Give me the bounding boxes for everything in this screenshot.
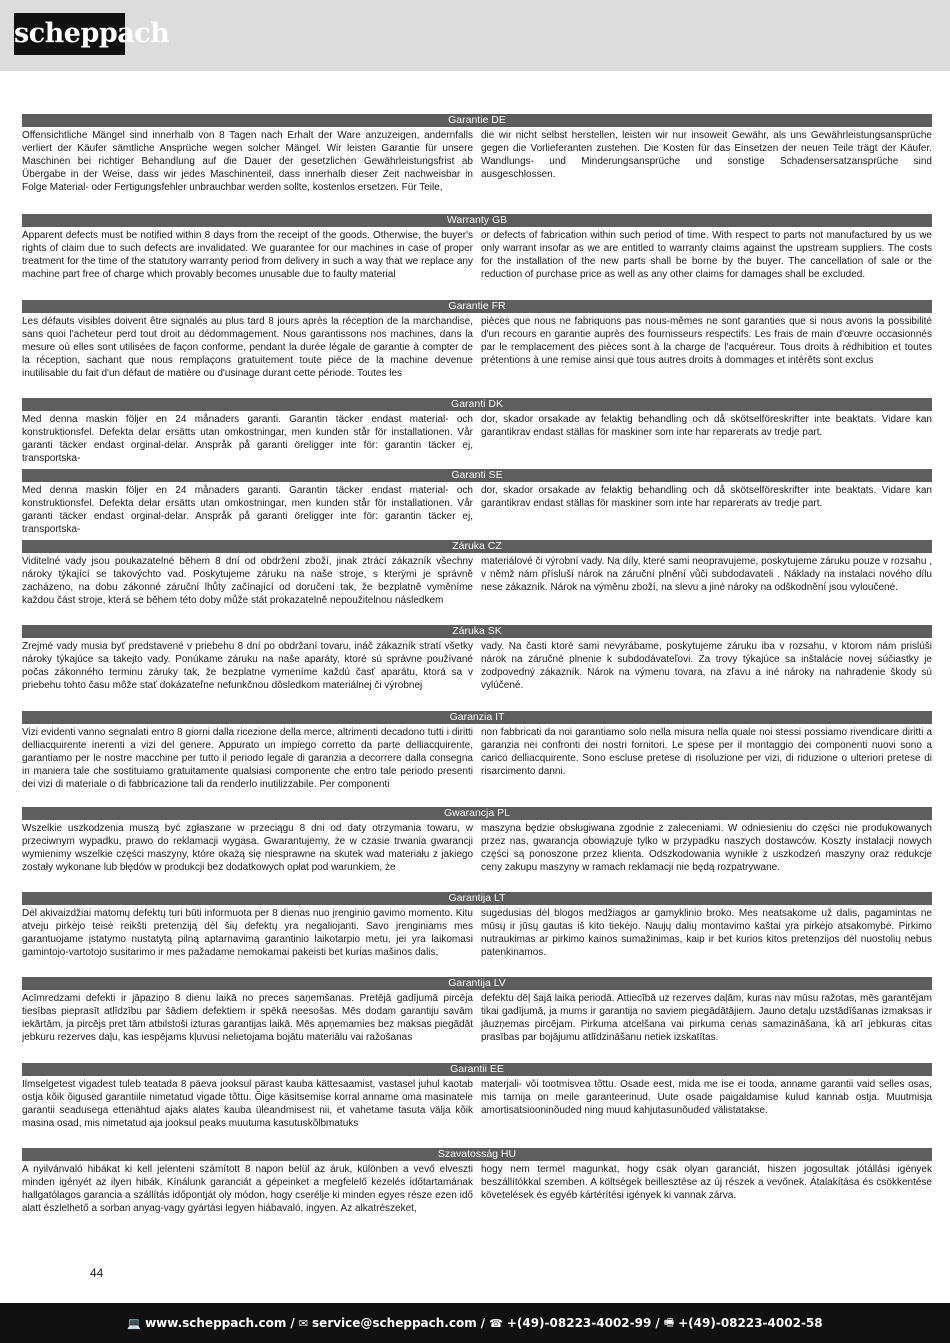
- section-header: Garanti SE: [22, 469, 932, 482]
- section-text-left: A nyilvánvaló hibákat ki kell jelenteni számított 8 napon belül az áruk, különben a vevő elveszti minden igényét az ilyen hibák. Kínálunk garanciát a gépeinket a megfelelő kezelés időtartamának hallgatólagos garancia a szállítás időpontját oly módon, hogy cserélje ki minden egyes része ezen idő alatt észlelhető a sorban anyag-vagy gyártási legyen hiábavaló, ingyen. Az alkatrészeket,: [22, 1164, 473, 1214]
- section-text-left: Med denna maskin följer en 24 månaders garanti. Garantin täcker endast material- och konstruktionsfel. Defekta delar ersätts utan omkostningar, men kunden står för installationen. Vår garanti täcker endast orginal-delar. Anspråk på garanti öreligger inte för: garantin täcker ej, transportska-: [22, 414, 473, 464]
- section-header: Garanti DK: [22, 398, 932, 411]
- section-columns: [22, 1076, 932, 1130]
- section-text-left: Vizi evidenti vanno segnalati entro 8 giorni dalla ricezione della merce, altrimenti decadono tutti i diritti delliacquirente inerenti a vizi del genere. Appurato un impiego corretto da parte delliacquirente, garantiamo per le nostre macchine per tutto il periodo legale di garanzia a decorrere dalla consegna in maniera tale che sostituiamo gratuitamente qualsiasi componente che entro tale periodo presenti dei vizi di materiale o di fabbricazione tali da renderlo inutilizzabile. Per componenti: [22, 727, 473, 790]
- footer-bar: [0, 1303, 950, 1343]
- telephone-icon: ☎: [489, 1316, 503, 1330]
- envelope-icon: ✉: [298, 1316, 309, 1330]
- footer-email[interactable]: service@scheppach.com: [312, 1316, 477, 1330]
- section-columns: [22, 127, 932, 194]
- header-bar: [0, 0, 950, 71]
- section-columns: [22, 820, 932, 874]
- warranty-section: [22, 540, 932, 625]
- footer-website[interactable]: www.scheppach.com: [145, 1316, 287, 1330]
- section-text-right: or defects of fabrication within such period of time. With respect to parts not manufactured by us we only warrant insofar as we are entitled to warranty claims against the upstream suppliers. The costs for the installation of the new parts shall be borne by the buyer. The cancellation of sale or the reduction of purchase price as well as any other claims for damages shall be excluded.: [481, 230, 932, 280]
- section-text-left: Med denna maskin följer en 24 månaders garanti. Garantin täcker endast material- och konstruktionsfel. Defekta delar ersätts utan omkostningar, men kunden står för installationen. Vår garanti täcker endast orginal-delar. Anspråk på garanti öreligger inte för: garantin täcker ej, transportska-: [22, 485, 473, 535]
- warranty-content: [22, 114, 932, 1233]
- section-columns: [22, 553, 932, 607]
- section-text-right: dor, skador orsakade av felaktig behandling och då skötselföreskrifter inte beaktats. Vidare kan garantikrav endast ställas för maskiner som inte har reparerats av tredje part.: [481, 414, 932, 438]
- section-header: Záruka CZ: [22, 540, 932, 553]
- section-header: Gwarancja PL: [22, 807, 932, 820]
- warranty-section: [22, 114, 932, 214]
- section-header: Garantie FR: [22, 300, 932, 313]
- section-text-right: die wir nicht selbst herstellen, leisten wir nur insoweit Gewähr, als uns Gewährleistungsansprüche gegen die Vorlieferanten zustehen. Die Kosten für das Einsetzen der neuen Teile trägt der Käufer. Wandlungs- und Minderungsansprüche und sonstige Schadensersatzansprüche sind ausgeschlossen.: [481, 130, 932, 180]
- section-header: Garantija LV: [22, 977, 932, 990]
- warranty-section: [22, 214, 932, 300]
- section-text-right: sugedusias dėl blogos medžiagos ar gamyklinio broko. Mes neatsakome už dalis, pagamintas ne mūsų ir jūsų gautas iš kito tiekėjo. Naujų dalių montavimo kaštai yra pirkėjo atsakomybė. Pirkimo nutraukimas ar pirkimo kainos sumažinimas, kaip ir bet kurios kitos pretenzijos dėl nuostolių nebus patenkinamos.: [481, 908, 932, 958]
- section-columns: [22, 638, 932, 692]
- warranty-section: [22, 1063, 932, 1148]
- section-text-left: Les défauts visibles doivent être signalés au plus tard 8 jours après la réception de la marchandise, sans quoi l'acheteur perd tout droit au dédommagement. Nous garantissons nos machines, dans la mesure où elles sont utilisées de façon conforme, pendant la durée légale de garantie à compter de la réception, sachant que nous remplaçons gratuitement toute pièce de la machine devenue inutilisable du fait d'un défaut de matière ou d'usinage durant cette période. Toutes les: [22, 316, 473, 379]
- warranty-section: [22, 300, 932, 398]
- warranty-section: [22, 807, 932, 892]
- warranty-section: [22, 398, 932, 469]
- section-header: Garantii EE: [22, 1063, 932, 1076]
- section-header: Warranty GB: [22, 214, 932, 227]
- footer-separator: /: [290, 1316, 295, 1330]
- footer-separator: /: [480, 1316, 486, 1330]
- footer-fax: +(49)-08223-4002-58: [678, 1316, 823, 1330]
- section-header: Záruka SK: [22, 625, 932, 638]
- section-text-left: Acīmredzami defekti ir jāpaziņo 8 dienu laikā no preces saņemšanas. Pretējā gadījumā pircēja tiesības pieprasīt atlīdzību par šādiem defektiem ir spēkā neesošas. Mēs dodam garantiju savām iekārtām, ja pircējs pret tām atbilstoši izturas garantijas laikā. Mēs apņemamies bez maksas piegādāt jebkuru rezerves daļu, kas iespējams kļuvusi nelietojama bojātu materiālu vai ražošanas: [22, 993, 473, 1043]
- computer-icon: 💻: [127, 1316, 142, 1330]
- section-text-right: pièces que nous ne fabriquons pas nous-mêmes ne sont garanties que si nous avons la possibilité d'un recours en garantie auprès des fournisseurs respectifs. Les frais de main d'œuvre occasionnés par le remplacement des pièces sont à la charge de l'acquéreur. Tous droits à rédhibition et toutes prétentions à une remise ainsi que tous autres droits à dommages et intérêts sont exclus: [481, 316, 932, 366]
- section-text-right: defektu dēļ šajā laika periodā. Attiecībā uz rezerves daļām, kuras nav mūsu ražotas, mēs garantējam tikai gadījumā, ja mums ir garantija no saviem piegādātājiem. Jauno detaļu uzstādīšanas izmaksas ir jāuzņemas pircējam. Pirkuma atcelšana vai pirkuma cenas samazināšana, kā arī jebkuras citas prasības par bojājumu atlīdzināšanu netiek izskatītas.: [481, 993, 932, 1043]
- section-text-right: non fabbricati da noi garantiamo solo nella misura nella quale noi stessi possiamo rivendicare diritti a garanzia nei confronti dei nostri fornitori. Le spese per il montaggio dei componenti nuovi sono a carico delliacquirente. Sono escluse pretese di risoluzione per vizi, di riduzione o ulteriori pretese di risarcimento danni.: [481, 727, 932, 777]
- section-columns: [22, 905, 932, 959]
- section-text-left: Ilmselgetest vigadest tuleb teatada 8 päeva jooksul pärast kauba kättesaamist, vastasel juhul kaotab ostja kõik õigused garantiile nimetatud vigade tõttu. Õige käsitsemise korral anname oma masinatele garantii seadusega ettenähtud ajaks alates kauba üleandmisest nii, et vahetame tasuta välja kõik masina osad, mis nimetatud aja jooksul peaks muutuma kasutuskõlbmatuks: [22, 1079, 473, 1129]
- section-text-right: hogy nem termel magunkat, hogy csak olyan garanciát, hiszen jogosultak jótállási igények beszállítókkal szemben. A költségek beillesztése az új részek a vevőnek. Átalakítása és csökkentése követelések és egyéb kártérítési igények ki vannak zárva.: [481, 1164, 932, 1201]
- section-columns: [22, 1161, 932, 1215]
- section-text-right: materiálové či výrobní vady. Na díly, které sami neopravujeme, poskytujeme záruku pouze v rozsahu , v němž nám přísluší nárok na záruční plnění vůči subdodavateli . Náklady na instalaci nového dílu nese zákazník. Nárok na výměnu zboží, na slevu a jiné nároky na odškodnění jsou vyloučené.: [481, 556, 932, 593]
- section-text-right: maszyna będzie obsługiwana zgodnie z zaleceniami. W odniesieniu do części nie produkowanych przez nas, gwarancja obowiązuje tylko w przypadku naszych dostawców. Koszty instalacji nowych części są ponoszone przez klienta. Odszkodowania wynikłe z uszkodzeń maszyny oraz redukcje ceny zakupu maszyny w ramach reklamacji nie będą rozpatrywane.: [481, 823, 932, 873]
- warranty-section: [22, 711, 932, 807]
- section-header: Szavatosság HU: [22, 1148, 932, 1161]
- section-text-right: vady. Na časti ktoré sami nevyrábame, poskytujeme záruku iba v rozsahu, v ktorom nám prislúši nárok na záručné plnenie k subdodávateľovi. Za trovy týkajúce sa inštalácie novej súčiastky je zodpovedný zákazník. Nárok na výmenu tovara, na zľavu a iné nároky na nahradenie škody sú vylúčené.: [481, 641, 932, 691]
- section-columns: [22, 724, 932, 791]
- footer-phone: +(49)-08223-4002-99: [506, 1316, 652, 1330]
- section-text-right: materjali- või tootmisvea tõttu. Osade eest, mida me ise ei tooda, anname garantii vaid selles osas, mis tarnija on meile garanteerinud. Uute osade paigaldamise kulud kannab ostja. Muutmisja amortisatsiooninõuded ning muud kahjutasunõuded välistatakse.: [481, 1079, 932, 1116]
- section-text-left: Viditelné vady jsou poukazatelné během 8 dní od obdržení zboží, jinak ztrácí zákazník všechny nároky týkající se takovýchto vad. Poskytujeme záruku na naše stroje, s kterými je správně zacházeno, na dobu zákonné záruční lhůty začínající od doručení tak, že bezplatně vyměníme každou část stroje, která se během této doby může stát prokazatelně nepoužitelnou následkem: [22, 556, 473, 606]
- section-header: Garantija LT: [22, 892, 932, 905]
- section-text-left: Apparent defects must be notified within 8 days from the receipt of the goods. Otherwise, the buyer's rights of claim due to such defects are invalidated. We guarantee for our machines in case of proper treatment for the time of the statutory warranty period from delivery in such a way that we replace any machine part free of charge which provably becomes unusable due to faulty material: [22, 230, 473, 280]
- warranty-section: [22, 977, 932, 1063]
- section-header: Garanzia IT: [22, 711, 932, 724]
- scheppach-logo: scheppach: [14, 13, 125, 55]
- warranty-section: [22, 625, 932, 711]
- warranty-section: [22, 469, 932, 540]
- section-columns: [22, 313, 932, 380]
- section-columns: [22, 482, 932, 536]
- warranty-section: [22, 892, 932, 977]
- fax-icon: 🖷: [663, 1315, 675, 1329]
- section-header: Garantie DE: [22, 114, 932, 127]
- section-columns: [22, 227, 932, 281]
- footer-separator: /: [655, 1316, 660, 1330]
- section-text-left: Wszelkie uszkodzenia muszą być zgłaszane w przeciągu 8 dni od daty otrzymania towaru, w przeciwnym wypadku, prawo do reklamacji wygasa. Gwarantujemy, że w czasie trwania gwarancji wymienimy wszelkie części maszyny, które okażą się niesprawne na skutek wad materiału z jakiego zostały wykonane lub błędów w produkcji bez dodatkowych opłat pod warunkiem, że: [22, 823, 473, 873]
- page-number: 44: [90, 1266, 104, 1280]
- section-columns: [22, 411, 932, 465]
- warranty-section: [22, 1148, 932, 1233]
- section-text-left: Zrejmé vady musia byť predstavené v priebehu 8 dní po obdržaní tovaru, ináč zákazník stratí všetky nároky týkajúce sa takejto vady. Ponúkame záruku na naše aparáty, ktoré sú správne používané počas zákonného terminu záruky tak, že bezplatne vymeníme každú časť aparátu, ktorá sa v priebehu tohto času môže stať dokázateľne nefunkčnou dôsledkom materiálnej či výrobnej: [22, 641, 473, 691]
- section-text-left: Dėl akivaizdžiai matomų defektų turi būti informuota per 8 dienas nuo įrenginio gavimo momento. Kitu atveju pirkėjo teisė reikšti pretenziją dėl šių defektų yra negaliojanti. Savo įrenginiams mes garantuojame įstatymo nustatytą pilną aptarnavimą garantinio laikotarpio metu, jei yra laikomasi gamintojo-vartotojo susitarimo ir mes pažadame nemokamai pakeisti bet kurias mašinos dalis,: [22, 908, 473, 958]
- section-text-left: Offensichtliche Mängel sind innerhalb von 8 Tagen nach Erhalt der Ware anzuzeigen, andernfalls verliert der Käufer sämtliche Ansprüche wegen solcher Mängel. Wir leisten Garantie für unsere Maschinen bei richtiger Behandlung auf die Dauer der gesetzlichen Gewährleistungsfrist ab Übergabe in der Weise, dass wir jedes Maschinenteil, dass innerhalb dieser Zeit nachweisbar in Folge Material- oder Fertigungsfehler unbrauchbar werden sollte, kostenlos ersetzen. Für Teile,: [22, 130, 473, 193]
- section-columns: [22, 990, 932, 1044]
- section-text-right: dor, skador orsakade av felaktig behandling och då skötselföreskrifter inte beaktats. Vidare kan garantikrav endast ställas för maskiner som inte har reparerats av tredje part.: [481, 485, 932, 509]
